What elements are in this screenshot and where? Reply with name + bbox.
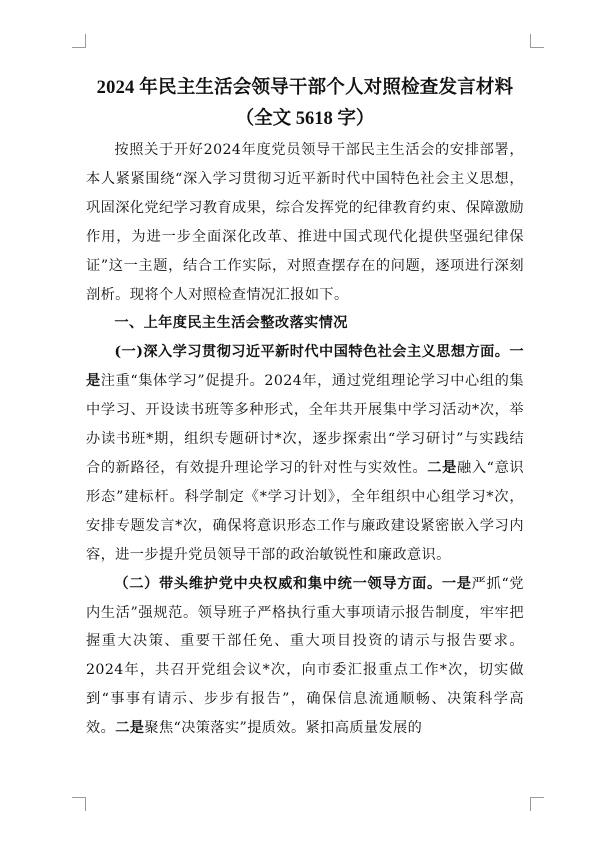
subsection-2-heading: （二）带头维护党中央权威和集中统一领导方面。 bbox=[114, 575, 442, 592]
subsection-2-paragraph bbox=[86, 570, 524, 743]
subsection-1-point-1-label: 一是 bbox=[86, 344, 524, 390]
subsection-1-point-1-text: 注重“集体学习”促提升。2024年，通过党组理论学习中心组的集中学习、开设读书班等多种形式，全年共开展集中学习活动*次，举办读书班*期，组织专题研讨*次，逐步探索出“学习研讨”与实践结合的新路径，有效提升理论学习的针对性与实效性。 bbox=[86, 373, 524, 476]
crop-mark-top-right bbox=[530, 34, 544, 48]
subsection-2-point-1-text: 严抓“党内生活”强规范。领导班子严格执行重大事项请示报告制度，牢牢把握重大决策、重要干部任免、重大项目投资的请示与报告要求。2024年，共召开党组会议*次，向市委汇报重点工作*次，切实做到“事事有请示、步步有报告”，确保信息流通顺畅、决策科学高效。 bbox=[86, 575, 524, 737]
crop-mark-bottom-right bbox=[530, 797, 544, 811]
document-subtitle: （全文 5618 字） bbox=[235, 109, 375, 129]
subsection-1-point-2-label: 二是 bbox=[427, 459, 457, 476]
crop-mark-top-left bbox=[72, 34, 86, 48]
document-title: 2024 年民主生活会领导干部个人对照检查发言材料 bbox=[96, 78, 514, 98]
subsection-1-heading: (一)深入学习贯彻习近平新时代中国特色社会主义思想方面。 bbox=[114, 344, 510, 361]
subsection-2-point-1-label: 一是 bbox=[441, 575, 472, 592]
crop-mark-bottom-left bbox=[72, 797, 86, 811]
subsection-2-point-2-label: 二是 bbox=[115, 720, 145, 737]
subsection-1-point-2-text: 融入“意识形态”建标杆。科学制定《*学习计划》，全年组织中心组学习*次，安排专题发言*次，确保将意识形态工作与廉政建设紧密嵌入学习内容，进一步提升党员领导干部的政治敏锐性和廉政意识。 bbox=[86, 459, 524, 563]
section-heading-1: 一、上年度民主生活会整改落实情况 bbox=[114, 315, 348, 332]
intro-paragraph: 按照关于开好2024年度党员领导干部民主生活会的安排部署，本人紧紧围绕“深入学习贯彻习近平新时代中国特色社会主义思想，巩固深化党纪学习教育成果，综合发挥党的纪律教育约束、保障激励作用，为进一步全面深化改革、推进中国式现代化提供坚强纪律保证”这一主题，结合工作实际，对照查摆存在的问题，逐项进行深刻剖析。现将个人对照检查情况汇报如下。 bbox=[86, 142, 524, 303]
subsection-1-paragraph bbox=[86, 338, 524, 569]
subsection-2-point-2-text: 聚焦“决策落实”提质效。紧扣高质量发展的 bbox=[144, 720, 423, 737]
document-body bbox=[86, 74, 524, 743]
